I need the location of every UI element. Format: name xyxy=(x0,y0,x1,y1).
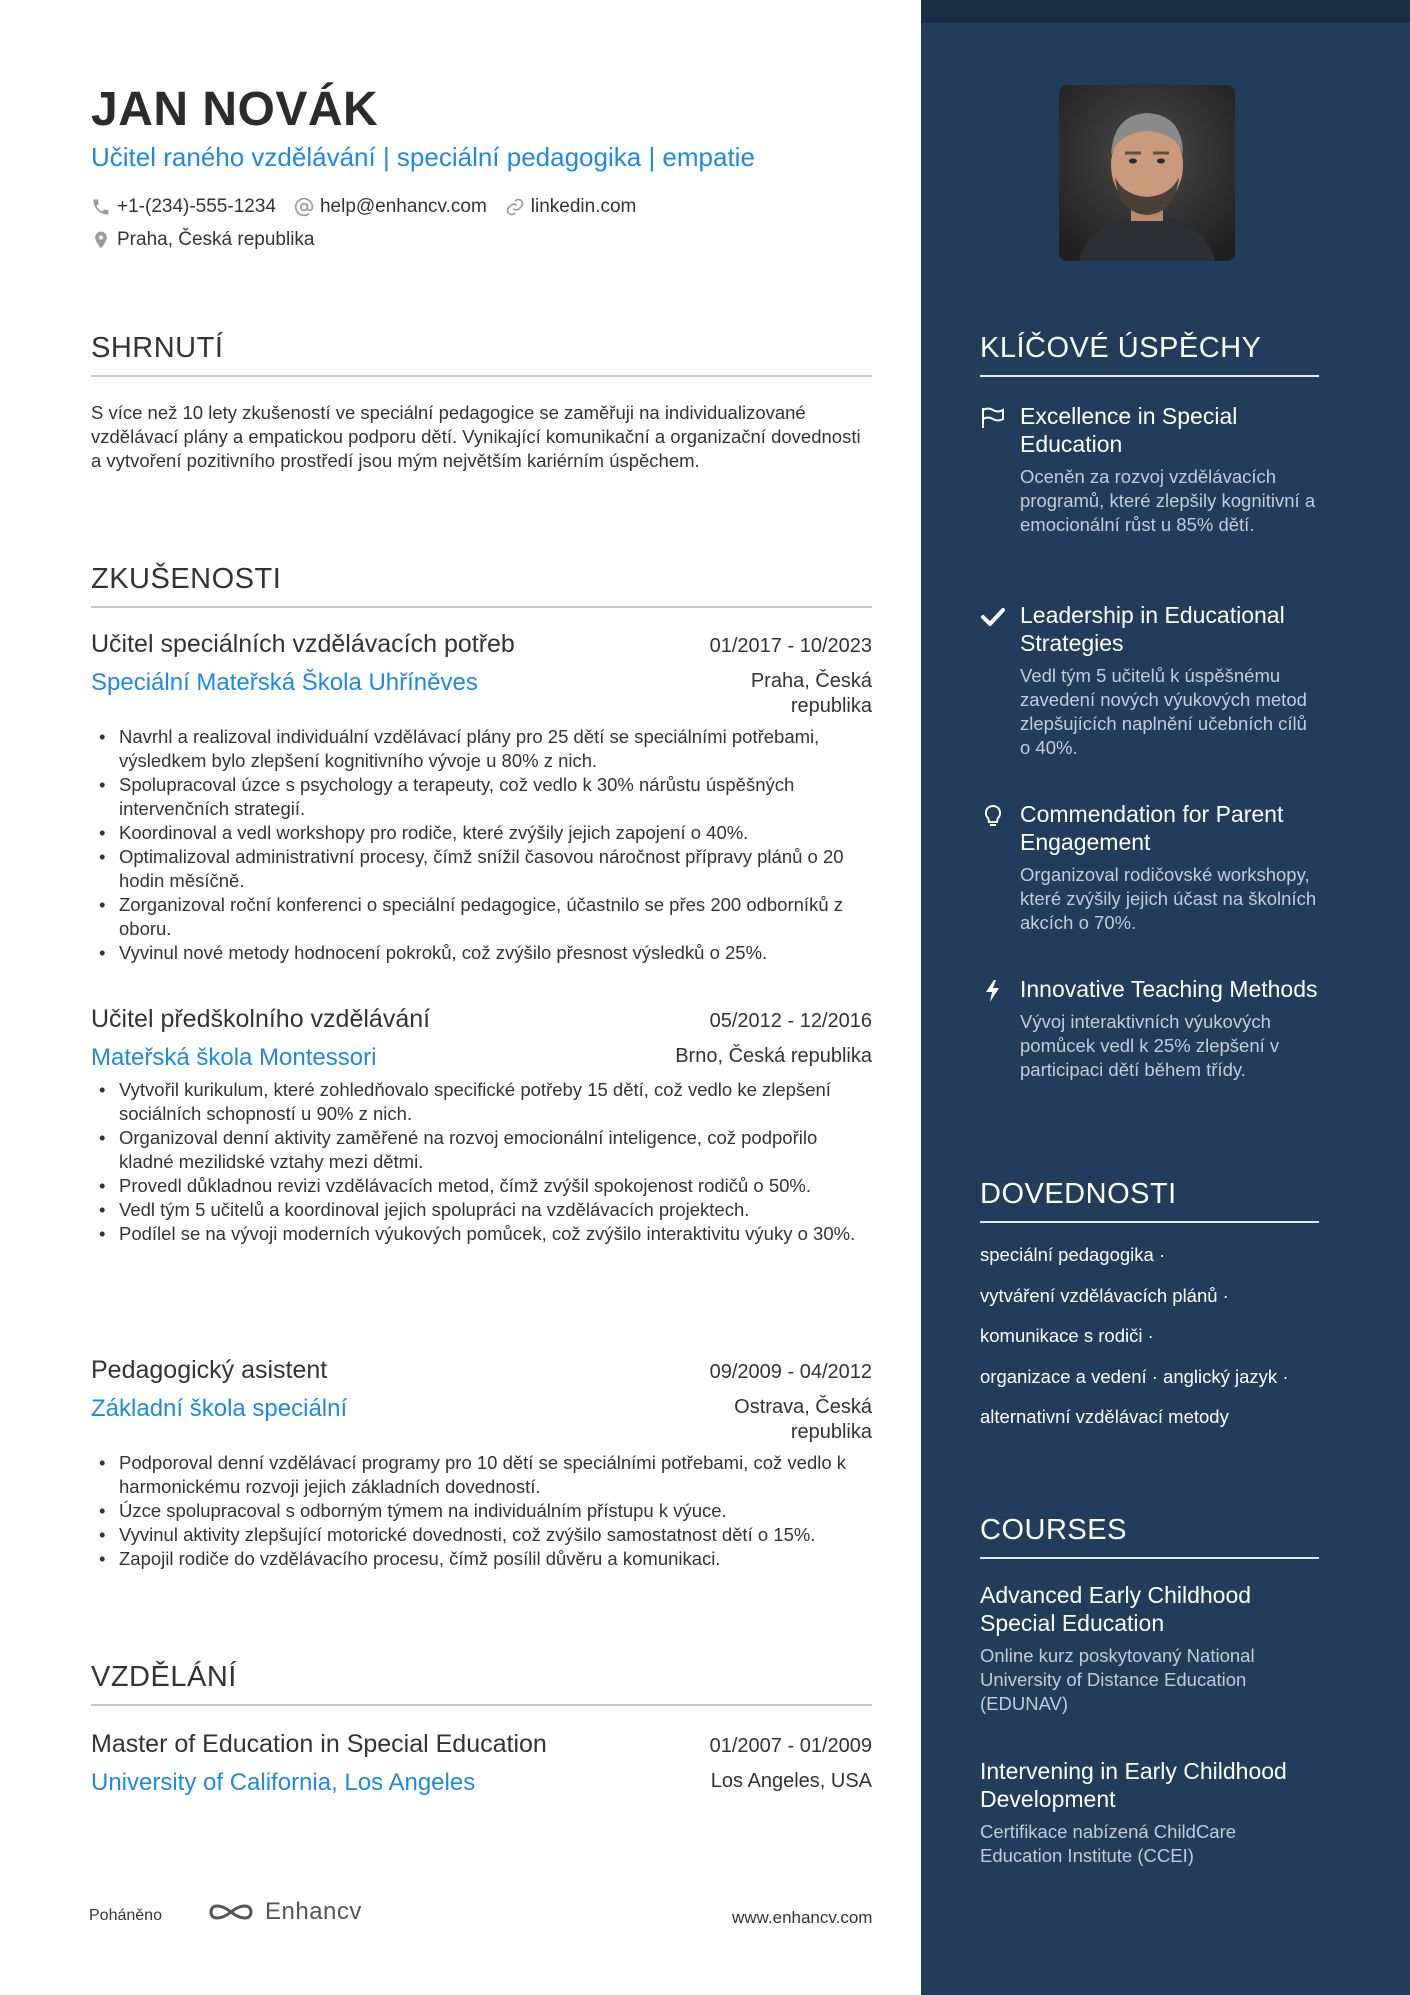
job-bullet: • Optimalizoval administrativní procesy, čímž snížil časovou náročnost přípravy plánů o 20 hodin měsíčně. xyxy=(91,845,872,893)
job-bullet: • Vedl tým 5 učitelů a koordinoval jejich spolupráci na vzdělávacích projektech. xyxy=(91,1198,872,1222)
skill-line: alternativní vzdělávací metody xyxy=(980,1406,1229,1427)
course-item xyxy=(980,1757,1319,1868)
course-desc: Certifikace nabízená ChildCare Education Institute (CCEI) xyxy=(980,1821,1237,1866)
job-bullet: • Vyvinul aktivity zlepšující motorické dovednosti, což zvýšilo samostatnost dětí o 15%. xyxy=(91,1523,872,1547)
job-bullet: • Vyvinul nové metody hodnocení pokroků, což zvýšilo přesnost výsledků o 25%. xyxy=(91,941,872,965)
achievement-desc: Organizoval rodičovské workshopy, které zvýšily jejich účast na školních akcích o 70%. xyxy=(1020,864,1317,933)
education-entry xyxy=(91,1730,872,1797)
job-bullets xyxy=(91,1451,872,1571)
education-heading: VZDĚLÁNÍ xyxy=(91,1661,872,1706)
job-bullet: • Podporoval denní vzdělávací programy pro 10 dětí se speciálními potřebami, což vedlo k harmonickému rozvoji jejich základních dovedností. xyxy=(91,1451,872,1499)
footer-url[interactable]: www.enhancv.com xyxy=(732,1908,873,1927)
job-bullet: • Organizoval denní aktivity zaměřené na rozvoj emocionální inteligence, což podpořilo kladné mezilidské vztahy mezi dětmi. xyxy=(91,1126,872,1174)
course-desc: Online kurz poskytovaný National University of Distance Education (EDUNAV) xyxy=(980,1645,1255,1714)
course-title: Advanced Early Childhood Special Education xyxy=(980,1582,1252,1636)
achievement-desc: Oceněn za rozvoj vzdělávacích programů, které zlepšily kognitivní a emocionální růst u 85% dětí. xyxy=(1020,466,1316,535)
location-text: Praha, Česká republika xyxy=(117,229,315,250)
email-text: help@enhancv.com xyxy=(319,196,487,217)
lightbulb-icon xyxy=(980,804,1006,828)
footer-powered-by: Poháněno xyxy=(89,1907,162,1924)
job-bullet: • Zorganizoval roční konferenci o speciální pedagogice, účastnilo se přes 200 odborníků z oboru. xyxy=(91,893,872,941)
at-icon xyxy=(294,197,314,217)
job-entry xyxy=(91,630,872,965)
course-title: Intervening in Early Childhood Development xyxy=(980,1758,1287,1812)
contact-row-location xyxy=(91,229,333,251)
job-company: Mateřská škola Montessori xyxy=(91,1044,377,1071)
phone-icon xyxy=(91,197,111,217)
achievement-title: Innovative Teaching Methods xyxy=(1020,976,1318,1002)
contact-location xyxy=(91,229,315,251)
achievement-item xyxy=(980,601,1319,760)
courses-heading: COURSES xyxy=(980,1514,1319,1559)
phone-text: +1-(234)-555-1234 xyxy=(117,196,276,217)
job-bullet: • Zapojil rodiče do vzdělávacího procesu, čímž posílil důvěru a komunikaci. xyxy=(91,1547,872,1571)
job-dates: 09/2009 - 04/2012 xyxy=(709,1361,872,1383)
contact-linkedin[interactable] xyxy=(505,196,637,218)
avatar xyxy=(1059,85,1235,261)
skill-line: vytváření vzdělávacích plánů · xyxy=(980,1284,1229,1306)
achievement-desc: Vedl tým 5 učitelů k úspěšnému zavedení nových výukových metod zlepšujících naplnění učebních cílů o 40%. xyxy=(1020,665,1307,758)
job-entry xyxy=(91,1005,872,1246)
summary-heading: SHRNUTÍ xyxy=(91,332,872,377)
skill-line: komunikace s rodiči · xyxy=(980,1325,1154,1346)
job-bullet: • Koordinoval a vedl workshopy pro rodiče, které zvýšily jejich zapojení o 40%. xyxy=(91,821,872,845)
job-bullet: • Spolupracoval úzce s psychology a terapeuty, což vedlo k 30% nárůstu úspěšných intervenčních strategií. xyxy=(91,773,872,821)
contact-phone[interactable] xyxy=(91,196,276,218)
flag-icon xyxy=(980,406,1006,430)
job-title: Učitel předškolního vzdělávání xyxy=(91,1005,431,1033)
job-bullet: • Podílel se na vývoji moderních výukových pomůcek, což zvýšilo interaktivitu výuky o 30%. xyxy=(91,1222,872,1246)
location-pin-icon xyxy=(91,230,111,250)
job-bullet: • Provedl důkladnou revizi vzdělávacích metod, čímž zvýšil spokojenost rodičů o 50%. xyxy=(91,1174,872,1198)
contact-row xyxy=(91,196,654,218)
achievement-desc: Vývoj interaktivních výukových pomůcek vedl k 25% zlepšení v participaci dětí během třídy. xyxy=(1020,1011,1280,1080)
skills-list xyxy=(980,1244,1319,1447)
skill-line: speciální pedagogika · xyxy=(980,1244,1166,1265)
job-company: Speciální Mateřská Škola Uhříněves xyxy=(91,669,478,696)
achievement-item xyxy=(980,402,1319,537)
skill-line: organizace a vedení · anglický jazyk · xyxy=(980,1365,1289,1387)
job-location: Praha, Česká republika xyxy=(750,670,872,717)
job-bullet: • Úzce spolupracoval s odborným týmem na individuálním přístupu k výuce. xyxy=(91,1499,872,1523)
job-bullets xyxy=(91,1078,872,1246)
link-icon xyxy=(505,197,525,217)
job-entry xyxy=(91,1356,872,1571)
school-name: University of California, Los Angeles xyxy=(91,1769,476,1796)
education-dates: 01/2007 - 01/2009 xyxy=(709,1735,872,1757)
achievement-title: Leadership in Educational Strategies xyxy=(1020,602,1285,656)
education-location: Los Angeles, USA xyxy=(710,1770,872,1792)
course-item xyxy=(980,1581,1319,1716)
job-dates: 05/2012 - 12/2016 xyxy=(709,1010,872,1032)
skills-heading: DOVEDNOSTI xyxy=(980,1178,1319,1223)
job-bullets xyxy=(91,725,872,965)
linkedin-text: linkedin.com xyxy=(530,196,637,217)
enhancv-logo[interactable] xyxy=(207,1898,362,1926)
job-bullet: • Vytvořil kurikulum, které zohledňovalo specifické potřeby 15 dětí, což vedlo ke zlepšení sociálních schopností u 90% z nich. xyxy=(91,1078,872,1126)
candidate-name: JAN NOVÁK xyxy=(91,83,379,136)
sidebar-top-bar xyxy=(921,0,1410,23)
achievements-heading: KLÍČOVÉ ÚSPĚCHY xyxy=(980,332,1319,377)
job-company: Základní škola speciální xyxy=(91,1395,348,1422)
job-location: Ostrava, Česká republika xyxy=(734,1396,872,1443)
summary-text: S více než 10 lety zkušeností ve speciální pedagogice se zaměřuji na individualizované vzdělávací plány a empatickou podporu dětí. Vynikající komunikační a organizační dovednosti a vytvoření pozitivního prostředí jsou mým největším kariérním úspěchem. xyxy=(91,402,861,471)
achievement-title: Commendation for Parent Engagement xyxy=(1020,801,1284,855)
degree-title: Master of Education in Special Education xyxy=(91,1730,547,1758)
achievement-item xyxy=(980,975,1319,1082)
footer-brand: Enhancv xyxy=(265,1898,362,1925)
experience-heading: ZKUŠENOSTI xyxy=(91,563,872,608)
job-dates: 01/2017 - 10/2023 xyxy=(709,635,872,657)
job-location: Brno, Česká republika xyxy=(675,1045,872,1067)
profile-photo xyxy=(1059,85,1235,261)
job-title: Učitel speciálních vzdělávacích potřeb xyxy=(91,630,515,658)
contact-email[interactable] xyxy=(294,196,487,218)
achievement-item xyxy=(980,800,1319,935)
candidate-headline: Učitel raného vzdělávání | speciální pedagogika | empatie xyxy=(91,142,755,172)
lightning-icon xyxy=(980,979,1006,1003)
check-icon xyxy=(980,605,1006,629)
enhancv-logo-icon xyxy=(207,1899,255,1925)
achievement-title: Excellence in Special Education xyxy=(1020,403,1238,457)
job-bullet: • Navrhl a realizoval individuální vzdělávací plány pro 25 dětí se speciálními potřebami, výsledkem bylo zlepšení kognitivního vývoje u 80% z nich. xyxy=(91,725,872,773)
job-title: Pedagogický asistent xyxy=(91,1356,328,1384)
